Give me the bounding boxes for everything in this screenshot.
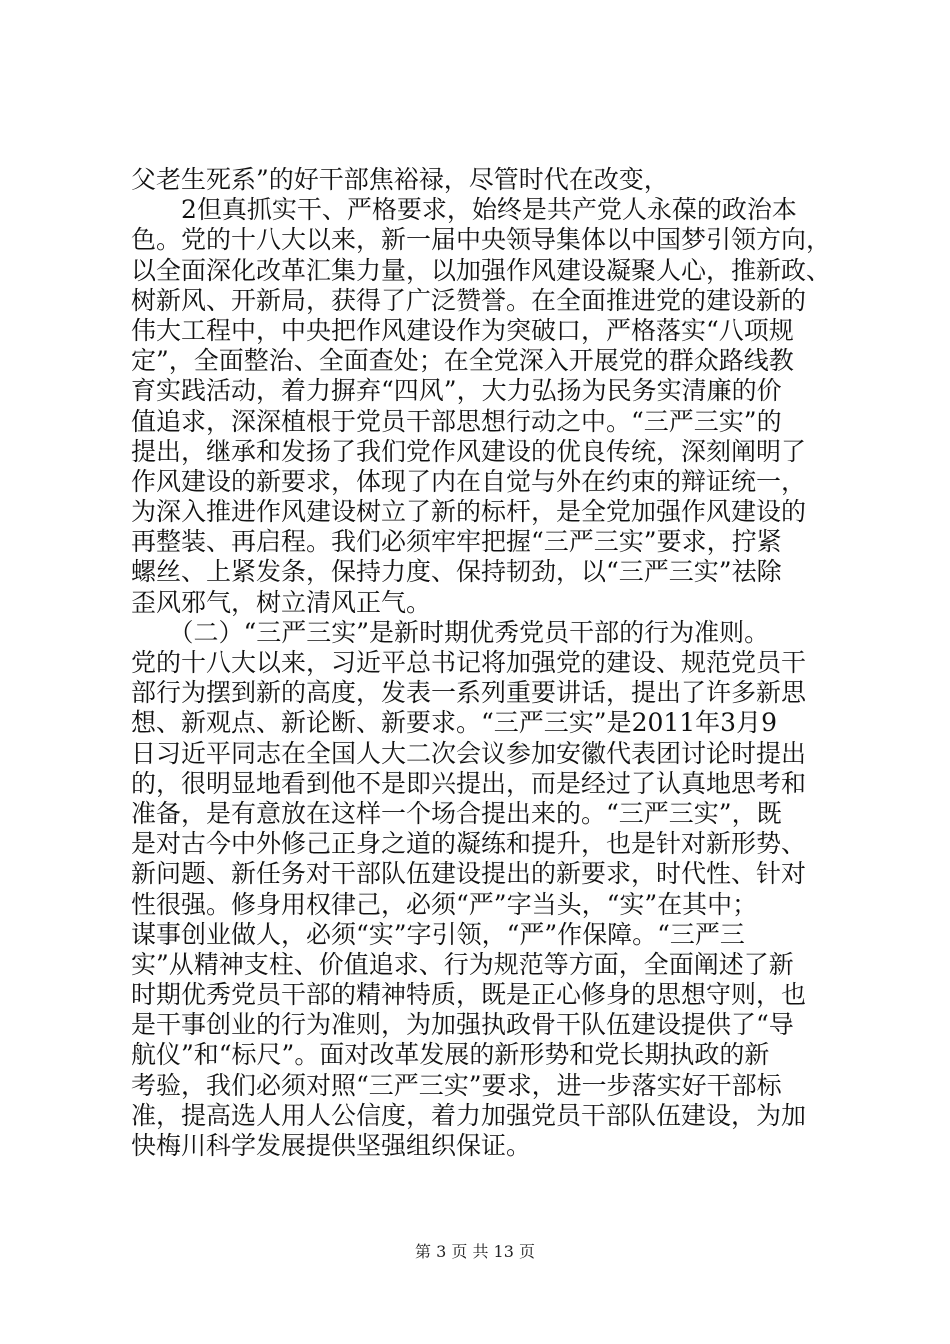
text-line: 以全面深化改革汇集力量，以加强作风建设凝聚人心，推新政、 bbox=[131, 255, 832, 285]
text-line: 想、新观点、新论断、新要求。“三严三实”是2011年3月9 bbox=[131, 708, 777, 738]
text-line: 为深入推进作风建设树立了新的标杆，是全党加强作风建设的 bbox=[131, 497, 807, 527]
text-line: 党的十八大以来，习近平总书记将加强党的建设、规范党员干 bbox=[131, 648, 807, 677]
text-line: 螺丝、上紧发条，保持力度、保持韧劲，以“三严三实”祛除 bbox=[131, 557, 782, 587]
text-line: 快梅川科学发展提供坚强组织保证。 bbox=[131, 1131, 532, 1160]
text-line: 再整装、再启程。我们必须牢牢把握“三严三实”要求，拧紧 bbox=[131, 527, 782, 557]
text-line: 考验，我们必须对照“三严三实”要求，进一步落实好干部标 bbox=[131, 1070, 782, 1100]
page-number-footer: 第 3 页 共 13 页 bbox=[415, 1242, 535, 1261]
text-line: 定”，全面整治、全面查处；在全党深入开展党的群众路线教 bbox=[131, 346, 794, 376]
text-line: 父老生死系”的好干部焦裕禄，尽管时代在改变， bbox=[131, 165, 669, 194]
text-line: 树新风、开新局，获得了广泛赞誉。在全面推进党的建设新的 bbox=[131, 285, 807, 315]
text-line: 提出，继承和发扬了我们党作风建设的优良传统，深刻阐明了 bbox=[131, 436, 807, 466]
text-line: 色。党的十八大以来，新一届中央领导集体以中国梦引领方向， bbox=[131, 225, 832, 255]
text-line: 准，提高选人用人公信度，着力加强党员干部队伍建设，为加 bbox=[131, 1100, 807, 1130]
text-line: 作风建设的新要求，体现了内在自觉与外在约束的辩证统一， bbox=[131, 466, 807, 496]
text-line: 歪风邪气，树立清风正气。 bbox=[131, 587, 432, 617]
text-line: 实”从精神支柱、价值追求、行为规范等方面，全面阐述了新 bbox=[131, 949, 794, 979]
text-line: 值追求，深深植根于党员干部思想行动之中。“三严三实”的 bbox=[131, 406, 782, 436]
text-line: 伟大工程中，中央把作风建设作为突破口，严格落实“八项规 bbox=[131, 315, 794, 345]
text-line: 是对古今中外修己正身之道的凝练和提升，也是针对新形势、 bbox=[131, 829, 807, 859]
text-line: 的，很明显地看到他不是即兴提出，而是经过了认真地思考和 bbox=[131, 768, 807, 798]
text-line: 性很强。修身用权律己，必须“严”字当头，“实”在其中； bbox=[131, 889, 758, 919]
text-line: （二）“三严三实”是新时期优秀党员干部的行为准则。 bbox=[131, 617, 770, 647]
text-line: 部行为摆到新的高度，发表一系列重要讲话，提出了许多新思 bbox=[131, 678, 807, 708]
document-body bbox=[131, 165, 831, 1161]
text-line: 是干事创业的行为准则，为加强执政骨干队伍建设提供了“导 bbox=[131, 1010, 794, 1040]
text-line: 新问题、新任务对干部队伍建设提出的新要求，时代性、针对 bbox=[131, 859, 807, 889]
text-line: 航仪”和“标尺”。面对改革发展的新形势和党长期执政的新 bbox=[131, 1040, 770, 1070]
text-line: 育实践活动，着力摒弃“四风”，大力弘扬为民务实清廉的价 bbox=[131, 376, 782, 406]
text-line: 准备，是有意放在这样一个场合提出来的。“三严三实”，既 bbox=[131, 798, 782, 828]
text-line: 2但真抓实干、严格要求，始终是共产党人永葆的政治本 bbox=[131, 195, 797, 225]
text-line: 日习近平同志在全国人大二次会议参加安徽代表团讨论时提出 bbox=[131, 738, 807, 768]
text-line: 时期优秀党员干部的精神特质，既是正心修身的思想守则，也 bbox=[131, 980, 807, 1010]
text-line: 谋事创业做人，必须“实”字引领，“严”作保障。“三严三 bbox=[131, 919, 745, 949]
